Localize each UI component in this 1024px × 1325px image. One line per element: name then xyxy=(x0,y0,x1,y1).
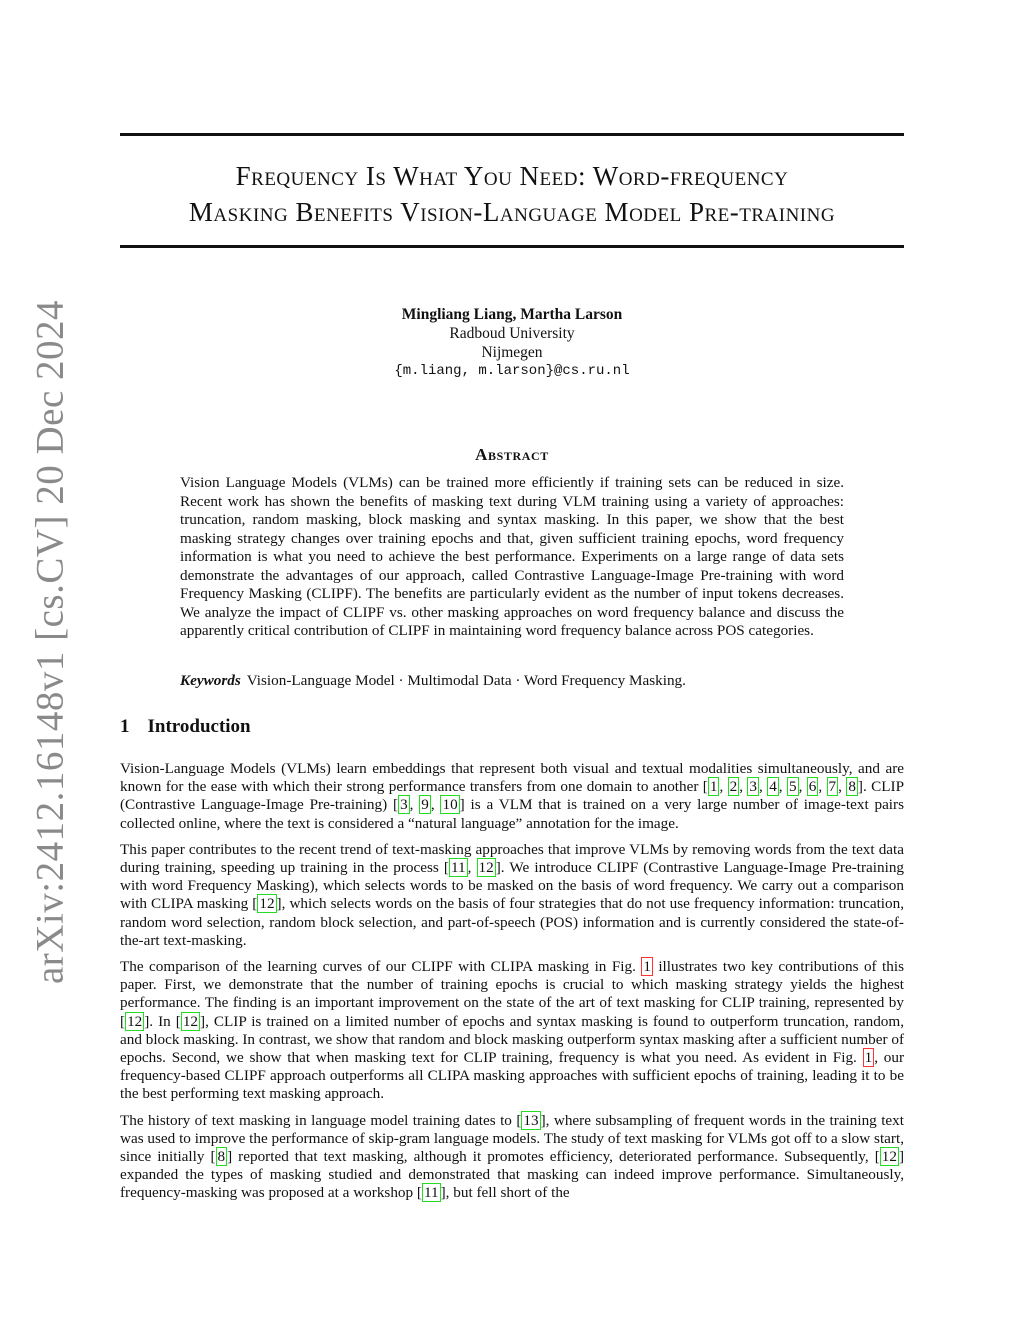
section-number: 1 xyxy=(120,716,130,737)
figure-reference-link[interactable]: 1 xyxy=(643,958,651,976)
citation-link[interactable]: 11 xyxy=(423,1184,439,1202)
citation-link[interactable]: 12 xyxy=(259,895,275,913)
section-title: Introduction xyxy=(147,716,251,737)
citation-link[interactable]: 3 xyxy=(400,796,408,814)
text-run: ]. We introduce CLIPF (Contrastive Language-Image Pre-training with word Frequency Masking), which selects words to be masked on the basis of word frequency. We carry out a comparison with CLIPA masking [ xyxy=(120,859,905,913)
title-bottom-rule xyxy=(120,245,904,248)
keywords-line xyxy=(180,672,844,691)
text-run: ]. In [ xyxy=(144,1012,181,1030)
author-block xyxy=(120,305,904,381)
text-run: , our frequency-based CLIPF approach outperforms all CLIPA masking approaches with sufficient epochs of training, leading it to be the best performing text masking approach. xyxy=(120,1049,905,1103)
paragraph-4 xyxy=(120,1112,904,1203)
keywords-text: Vision-Language Model · Multimodal Data · Word Frequency Masking. xyxy=(246,672,686,689)
citation-link[interactable]: 4 xyxy=(769,778,777,796)
text-run: ], which selects words on the basis of four strategies that do not use frequency information: truncation, random word selection, random block selection, and part-of-speech (POS) information and is currently considered the state-of-the-art text-masking. xyxy=(120,895,905,949)
abstract-text: Vision Language Models (VLMs) can be trained more efficiently if training sets can be reduced in size. Recent work has shown the benefits of masking text during VLM training using a variety of approaches: truncation, random masking, block masking and syntax masking. In this paper, we show that the best masking strategy changes over training epochs and that, given sufficient training epochs, word frequency information is what you need to achieve the best performance. Experiments on a large range of data sets demonstrate the advantages of our approach, called Contrastive Language-Image Pre-training with word Frequency Masking (CLIPF). The benefits are particularly evident as the number of input tokens decreases. We analyze the impact of CLIPF vs. other masking approaches on word frequency balance and discuss the apparently critical contribution of CLIPF in maintaining word frequency balance across POS categories. xyxy=(180,474,844,639)
citation-link[interactable]: 12 xyxy=(478,859,494,877)
text-run: Vision-Language Models (VLMs) learn embeddings that represent both visual and textual modalities simultaneously, and are known for the ease with which their strong performance transfers from one domain to another [ xyxy=(120,760,904,796)
text-run: ], CLIP is trained on a limited number of epochs and syntax masking is found to outperform truncation, random, and block masking. In contrast, we show that random and block masking outperform syntax masking after a sufficient number of epochs. Second, we show that when masking text for CLIP training, frequency is what you need. As evident in Fig. xyxy=(120,1012,904,1067)
abstract-heading: Abstract xyxy=(475,445,549,464)
citation-link[interactable]: 13 xyxy=(523,1111,539,1129)
title-top-rule xyxy=(120,133,904,136)
citation-link[interactable]: 3 xyxy=(749,778,757,796)
text-run: ] reported that text masking, although it promotes efficiency, deteriorated performance. Subsequently, [ xyxy=(227,1148,880,1166)
citation-link[interactable]: 12 xyxy=(127,1012,143,1030)
citation-link[interactable]: 12 xyxy=(881,1148,897,1166)
text-run: ] expanded the types of masking studied and demonstrated that masking can indeed improve performance. Simultaneously, frequency-masking was proposed at a workshop [ xyxy=(120,1148,905,1202)
text-run: ], where subsampling of frequent words in the training text was used to improve the performance of skip-gram language models. The study of text masking for VLMs got off to a slow start, since initially [ xyxy=(120,1111,904,1166)
citation-link[interactable]: 8 xyxy=(848,778,856,796)
arxiv-identifier-stamp: arXiv:2412.16148v1 [cs.CV] 20 Dec 2024 xyxy=(28,299,72,985)
paragraph-1: Vision-Language Models (VLMs) learn embeddings that represent both visual and textual modalities simultaneously, and are known for the ease with which their strong performance transfers from one domain to another [ 1 , 2 , 3 , 4 , 5 , 6 , 7 , 8 ]. CLIP (Contrastive Language-Image Pre-training) [ 3 , 9 , 10 ] is a VLM that is trained on a very large number of image-text pairs collected online, where the text is considered a “natural language” annotation for the image. xyxy=(120,760,905,832)
citation-link[interactable]: 12 xyxy=(182,1012,199,1030)
paper-title xyxy=(120,158,904,230)
text-run: ] is a VLM that is trained on a very large number of image-text pairs collected online, where the text is considered a “natural language” annotation for the image. xyxy=(120,796,904,832)
title-line-1: Frequency Is What You Need: Word-frequency xyxy=(235,161,789,191)
text-run: illustrates two key contributions of this paper. First, we demonstrate that the number of training epochs is crucial to which masking strategy yields the highest performance. The finding is an important improvement on the state of the art of text masking for CLIP training, represented by [ xyxy=(120,958,904,1030)
paragraph-2: This paper contributes to the recent trend of text-masking approaches that improve VLMs by removing words from the text data during training, speeding up training in the process [ 11 , 12 ]. We introduce CLIPF (Contrastive Language-Image Pre-training with word Frequency Masking), which selects words to be masked on the basis of word frequency. We carry out a comparison with CLIPA masking [ 12 ], which selects words on the basis of four strategies that do not use frequency information: truncation, random word selection, random block selection, and part-of-speech (POS) information and is currently considered the state-of-the-art text-masking. xyxy=(120,840,905,949)
citation-link[interactable]: 2 xyxy=(729,778,738,796)
citation-link[interactable]: 5 xyxy=(788,778,797,796)
citation-link[interactable]: 8 xyxy=(217,1148,226,1166)
citation-link[interactable]: 1 xyxy=(709,778,718,796)
text-run: This paper contributes to the recent trend of text-masking approaches that improve VLMs by removing words from the text data during training, speeding up training in the process [ xyxy=(120,840,904,877)
introduction-body xyxy=(120,760,904,1211)
author-email: {m.liang, m.larson}@cs.ru.nl xyxy=(394,363,630,379)
text-run: ]. CLIP (Contrastive Language-Image Pre-training) [ xyxy=(120,778,905,814)
citation-link[interactable]: 11 xyxy=(450,859,466,877)
citation-link[interactable]: 7 xyxy=(828,778,837,796)
author-affiliation: Radboud University xyxy=(449,325,575,342)
title-line-2: Masking Benefits Vision-Language Model Pre-training xyxy=(188,197,836,227)
citation-link[interactable]: 9 xyxy=(421,796,429,814)
keywords-label: Keywords xyxy=(180,672,241,689)
paragraph-3 xyxy=(120,958,904,1104)
section-heading-introduction xyxy=(120,716,251,738)
text-run: The history of text masking in language model training dates to [ xyxy=(120,1111,522,1129)
author-names: Mingliang Liang, Martha Larson xyxy=(401,306,623,323)
figure-reference-link[interactable]: 1 xyxy=(864,1049,873,1067)
text-run: ], but fell short of the xyxy=(440,1184,570,1202)
citation-link[interactable]: 6 xyxy=(808,778,817,796)
citation-link[interactable]: 10 xyxy=(442,796,458,814)
author-city: Nijmegen xyxy=(481,344,543,361)
text-run: The comparison of the learning curves of our CLIPF with CLIPA masking in Fig. xyxy=(120,958,642,976)
